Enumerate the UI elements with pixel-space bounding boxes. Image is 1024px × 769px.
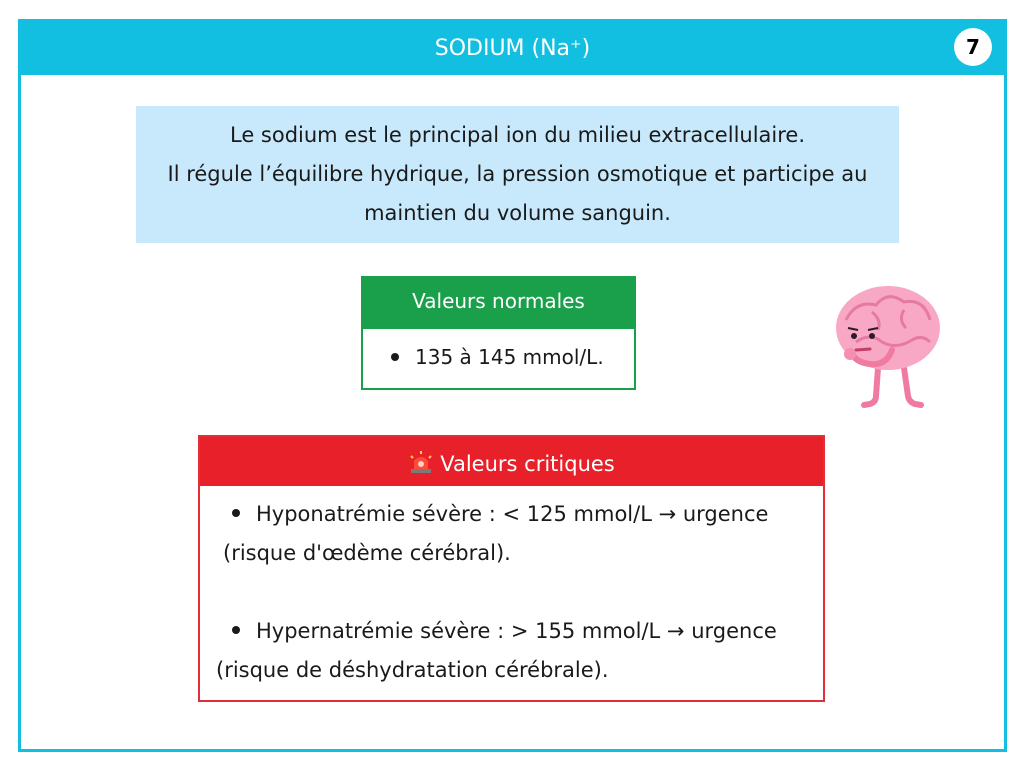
- critical-values-title-bar: [200, 437, 823, 486]
- critical-item-1-line1: [232, 495, 768, 534]
- thinking-brain-icon: [826, 280, 946, 410]
- slide-title: SODIUM (Na⁺): [434, 36, 591, 61]
- intro-line-1: Le sodium est le principal ion du milieu extracellulaire.: [229, 123, 806, 147]
- slide-card: [18, 19, 1007, 752]
- page-number-badge: 7: [954, 28, 992, 66]
- bullet-icon: [391, 353, 399, 361]
- critical-item-2-line1: [232, 612, 777, 651]
- critical-values-box: [198, 435, 825, 702]
- critical-item-2-line2: (risque de déshydratation cérébrale).: [216, 658, 609, 682]
- normal-values-item: [363, 329, 634, 385]
- normal-values-title: Valeurs normales: [363, 278, 634, 329]
- normal-values-text: 135 à 145 mmol/L.: [415, 345, 604, 369]
- bullet-icon: [232, 626, 240, 634]
- bullet-icon: [232, 509, 240, 517]
- intro-line-3: maintien du volume sanguin.: [364, 201, 671, 225]
- slide-header: [21, 22, 1004, 75]
- critical-item-2-text: Hypernatrémie sévère : > 155 mmol/L → urgence: [256, 619, 777, 643]
- normal-values-box: [361, 276, 636, 390]
- critical-item-1-text: Hyponatrémie sévère : < 125 mmol/L → urgence: [256, 502, 769, 526]
- critical-values-title: Valeurs critiques: [440, 452, 615, 476]
- critical-item-1-line2: (risque d'œdème cérébral).: [223, 541, 511, 565]
- intro-box: [136, 106, 899, 243]
- intro-line-2: Il régule l’équilibre hydrique, la pression osmotique et participe au: [167, 162, 868, 186]
- siren-icon: [408, 449, 434, 475]
